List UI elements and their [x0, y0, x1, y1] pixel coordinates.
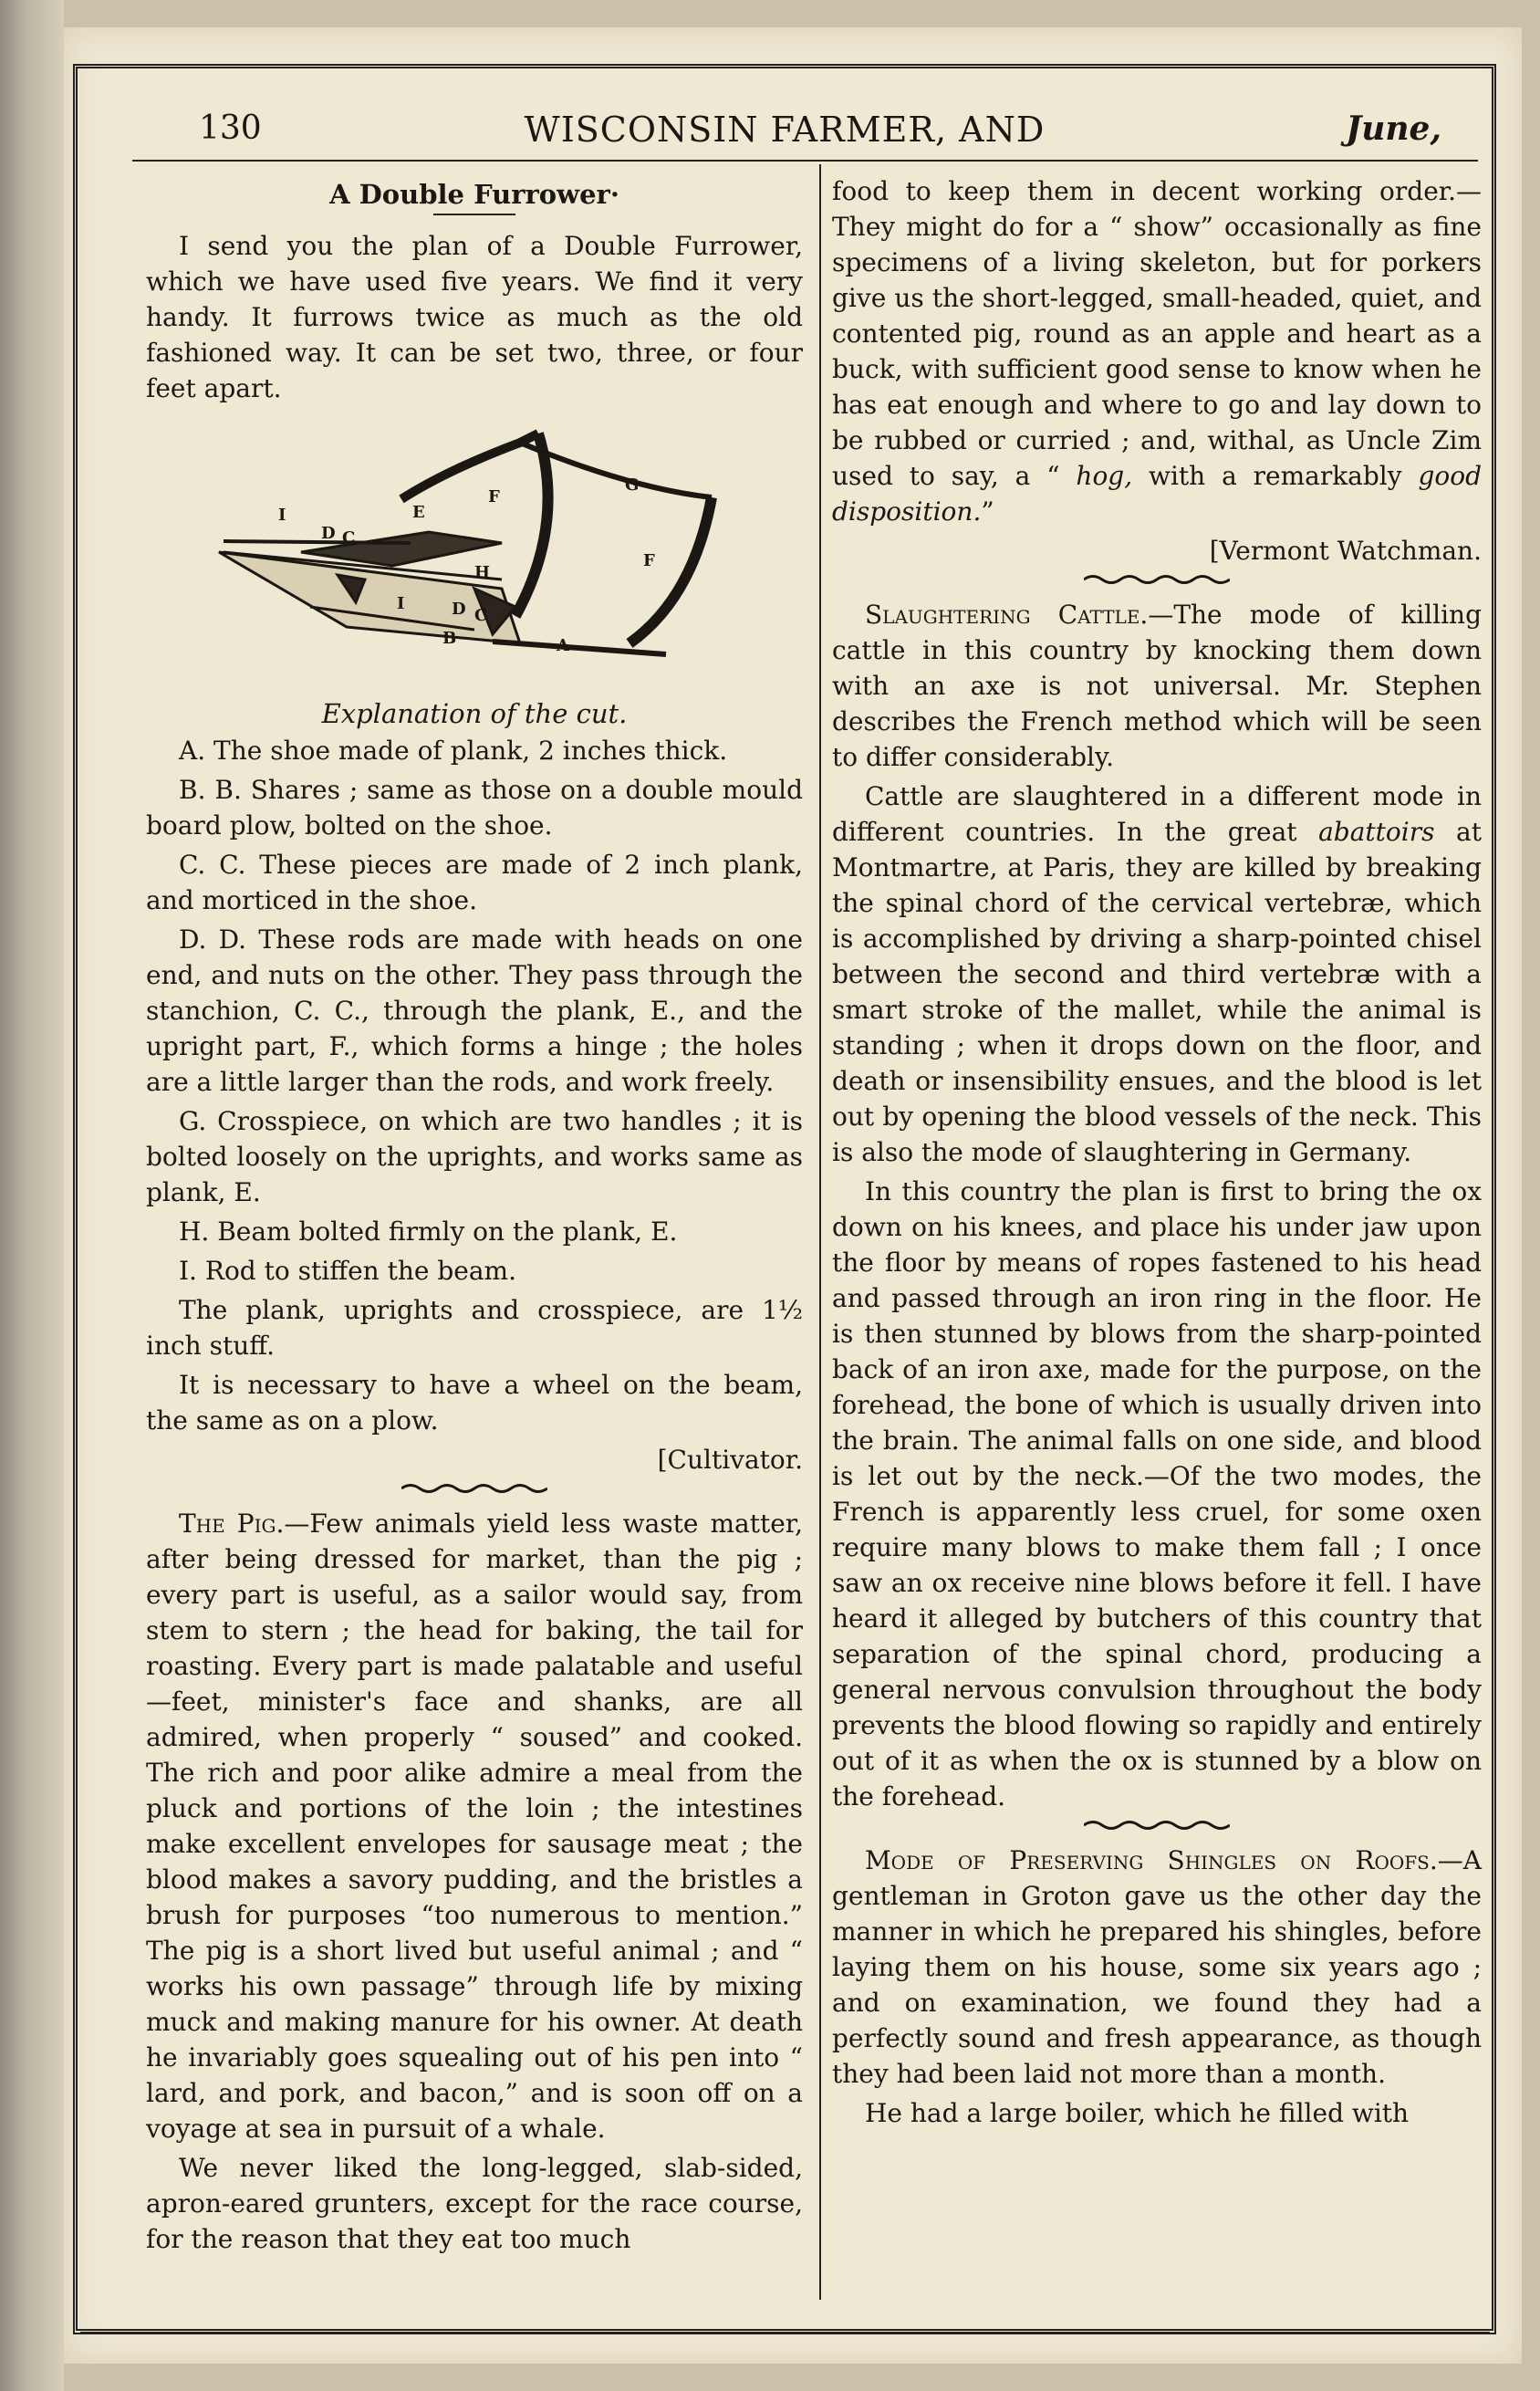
header-rule	[132, 160, 1478, 162]
page-number: 130	[199, 110, 262, 147]
pig-good-disposition: good disposition.	[832, 461, 1483, 527]
fig-label-i-top: I	[278, 506, 286, 525]
article-intro: I send you the plan of a Double Furrower, which we have used five years. We find it very handy. It furrows twice as much as the old fashioned way. It can be set two, three, or four feet apart.	[146, 231, 803, 403]
cut-item-i: I. Rod to stiffen the beam.	[179, 1256, 517, 1286]
shingles-body-2: He had a large boiler, which he filled with	[865, 2098, 1410, 2128]
cut-item-h: H. Beam bolted firmly on the plank, E.	[179, 1216, 678, 1247]
masthead: WISCONSIN FARMER, AND	[524, 110, 1046, 150]
cut-item-wheel: It is necessary to have a wheel on the beam, the same as on a plow.	[146, 1370, 803, 1436]
pig-heading: The Pig.	[179, 1509, 285, 1539]
bottom-rule	[80, 2332, 1490, 2334]
right-column	[832, 173, 1482, 2135]
pig-cont-a: food to keep them in decent working order.—They might do for a “ show” occasionally as fine specimens of a living skeleton, but for porkers give us the short-legged, small-headed, quiet, and contented pig, round as an apple and heart as a buck, with sufficient good sense to know when he has eat enough and where to go and lay down to be rubbed or curried ; and, withal, as Uncle Zim used to say, a “	[832, 176, 1482, 491]
pig-end-quote: ”	[981, 496, 994, 527]
cut-item-g: G. Crosspiece, on which are two handles ; it is bolted loosely on the uprights, and works same as plank, E.	[146, 1106, 803, 1207]
shingles-heading: Mode of Preserving Shingles on Roofs.	[865, 1845, 1438, 1875]
source-cultivator: [Cultivator.	[657, 1445, 803, 1475]
cattle-abattoirs: abattoirs	[1318, 817, 1435, 847]
fig-label-b: B	[442, 629, 457, 648]
shingles-article	[832, 1843, 1482, 2092]
cattle-body-3: In this country the plan is first to bring the ox down on his knees, and place his under jaw upon the floor by means of ropes fastened to his head and passed through an iron ring in the floor. He is then stunned by blows from the sharp-pointed back of an iron axe, made for the purpose, on the forehead, the bone of which is usually driven into the brain. The animal falls on one side, and blood is let out by the neck.—Of the two modes, the French is apparently less cruel, for some oxen require many blows to make them fall ; I once saw an ox receive nine blows before it fell. I have heard it alleged by butchers of this country that separation of the spinal chord, producing a general nervous convulsion throughout the body prevents the blood flowing so rapidly and entirely out of it as when the ox is stunned by a blow on the forehead.	[832, 1176, 1482, 1812]
cut-item-stuff: The plank, uprights and crosspiece, are 1½ inch stuff.	[146, 1295, 803, 1361]
page-header	[128, 102, 1441, 157]
pig-article	[146, 1506, 803, 2146]
fig-label-a: A	[557, 636, 569, 655]
fig-label-d-bottom: D	[452, 600, 466, 619]
cut-item-a: A. The shoe made of plank, 2 inches thick.	[179, 736, 728, 766]
cut-item-c: C. C. These pieces are made of 2 inch plank, and morticed in the shoe.	[146, 850, 803, 915]
pig-body-2: We never liked the long-legged, slab-sided, apron-eared grunters, except for the race course, for the reason that they eat too much	[146, 2153, 803, 2254]
title-rule	[433, 214, 515, 215]
wavy-separator	[832, 1818, 1482, 1835]
fig-label-h: H	[474, 563, 491, 582]
column-rule	[819, 164, 821, 2300]
book-binding	[0, 0, 64, 2391]
cut-title: Explanation of the cut.	[321, 698, 628, 729]
wavy-separator	[832, 572, 1482, 590]
pig-cont-b: with a remarkably	[1149, 461, 1402, 491]
cattle-body-2	[832, 778, 1482, 1170]
fig-label-i-bottom: I	[397, 594, 405, 613]
cattle-article	[832, 597, 1482, 775]
shingles-body-1: —A gentleman in Groton gave us the other day the manner in which he prepared his shingles, before laying them on his house, some six years ago ; and on examination, we found they had a perfectly sound and fresh appearance, as though they had been laid not more than a month.	[832, 1845, 1482, 2089]
wavy-separator	[146, 1481, 803, 1498]
fig-label-e: E	[412, 503, 425, 522]
pig-hog: hog,	[1076, 461, 1133, 491]
source-vermont-watchman: [Vermont Watchman.	[1209, 536, 1482, 566]
pig-continued	[832, 173, 1482, 529]
fig-label-c-bottom: C	[474, 606, 488, 625]
cut-item-b: B. B. Shares ; same as those on a double mould board plow, bolted on the shoe.	[146, 775, 803, 841]
cut-item-d: D. D. These rods are made with heads on one end, and nuts on the other. They pass through the stanchion, C. C., through the plank, E., and the upright part, F., which forms a hinge ; the holes are a little larger than the rods, and work freely.	[146, 924, 803, 1097]
fig-label-d-top: D	[321, 524, 336, 543]
article-title: A Double Furrower·	[329, 179, 619, 210]
cattle-heading: Slaughtering Cattle.	[865, 600, 1149, 630]
cattle-body-1: —The mode of killing cattle in this country by knocking them down with an axe is not universal. Mr. Stephen describes the French method which will be seen to differ considerably.	[832, 600, 1482, 772]
pig-body: —Few animals yield less waste matter, after being dressed for market, than the pig ; every part is useful, as a sailor would say, from stem to stern ; the head for baking, the tail for roasting. Every part is made palatable and useful—feet, minister's face and shanks, are all admired, when properly “ soused” and cooked. The rich and poor alike admire a meal from the pluck and portions of the loin ; the intestines make excellent envelopes for sausage meat ; the blood makes a savory pudding, and the bristles a brush for purposes “too numerous to mention.” The pig is a short lived but useful animal ; and “ works his own passage” through life by mixing muck and making manure for his owner. At death he invariably goes squealing out of his pen into “ lard, and pork, and bacon,” and is soon off on a voyage at sea in pursuit of a whale.	[146, 1509, 803, 2144]
fig-label-f-right: F	[643, 551, 655, 570]
cattle-body-2b: at Montmartre, at Paris, they are killed by breaking the spinal chord of the cervical vertebræ, which is accomplished by driving a sharp-pointed chisel between the second and third vertebræ with a smart stroke of the mallet, while the animal is standing ; when it drops down on the floor, and death or insensibility ensues, and the blood is let out by opening the blood vessels of the neck. This is also the mode of slaughtering in Germany.	[832, 817, 1482, 1167]
fig-label-g: G	[625, 475, 640, 495]
cattle-body-2a: Cattle are slaughtered in a different mode in different countries. In the great	[832, 781, 1482, 847]
fig-label-f-top: F	[488, 487, 500, 506]
fig-label-c-top: C	[342, 528, 356, 548]
double-furrower-illustration	[201, 415, 748, 689]
left-column	[146, 173, 803, 2260]
issue-month: June,	[1346, 110, 1441, 148]
